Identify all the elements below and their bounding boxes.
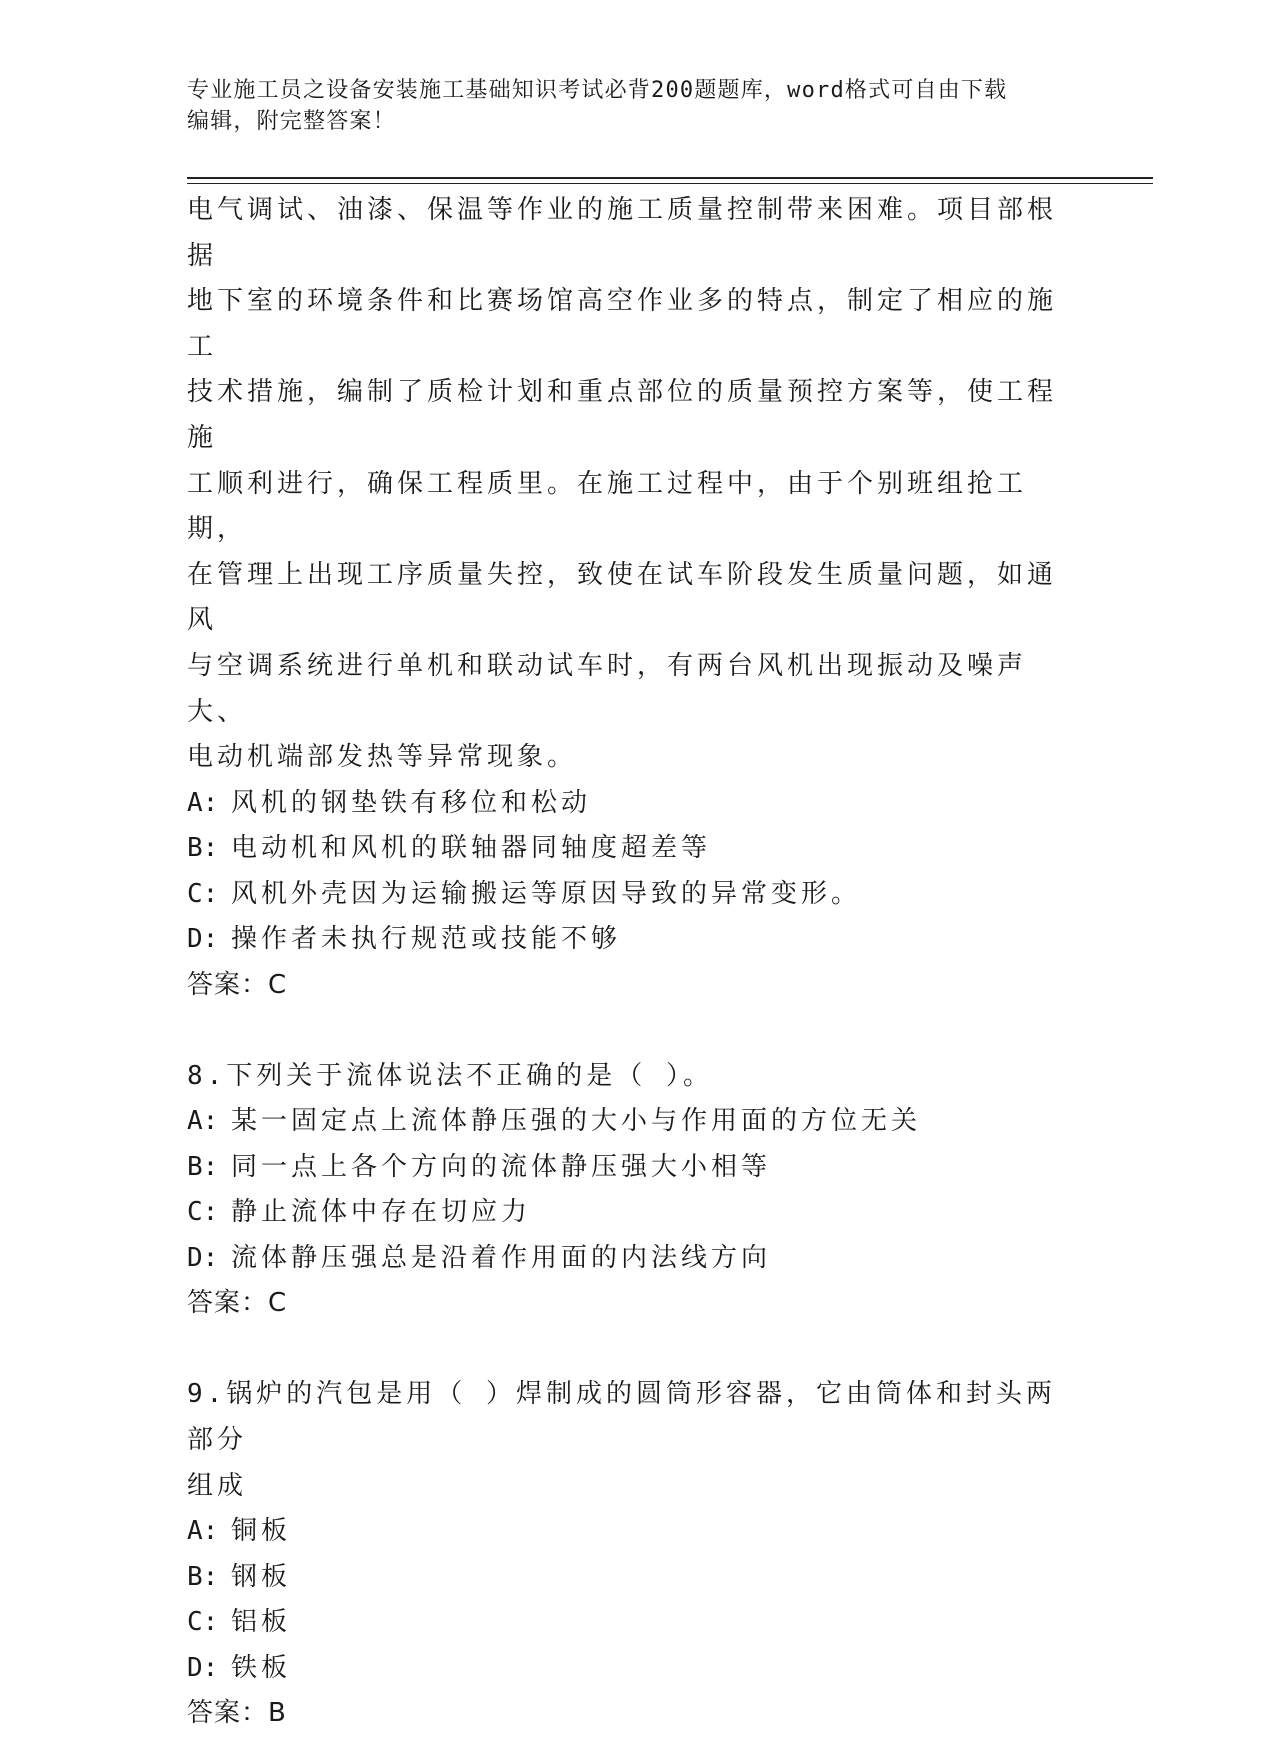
option-c (187, 872, 1067, 918)
option-b (187, 1555, 1067, 1601)
answer-line: 答案：B (187, 1698, 287, 1729)
option-c (187, 1600, 1067, 1646)
question-stem-line: 与空调系统进行单机和联动试车时，有两台风机出现振动及噪声大、 (187, 650, 1028, 727)
option-text: 某一固定点上流体静压强的大小与作用面的方位无关 (231, 1106, 922, 1137)
question-stem-line: 在管理上出现工序质量失控，致使在试车阶段发生质量问题，如通风 (187, 559, 1058, 636)
answer-line: 答案：C (187, 1288, 288, 1319)
option-key: D: (187, 1652, 219, 1683)
question-7 (187, 188, 1067, 1008)
option-a (187, 781, 1067, 827)
option-text: 钢板 (231, 1561, 292, 1592)
option-text: 电动机和风机的联轴器同轴度超差等 (231, 833, 712, 864)
option-a (187, 1099, 1067, 1145)
option-key: B: (187, 833, 219, 864)
question-9 (187, 1372, 1067, 1736)
option-text: 同一点上各个方向的流体静压强大小相等 (231, 1151, 772, 1182)
option-key: B: (187, 1561, 219, 1592)
question-stem-line: 8.下列关于流体说法不正确的是（ ）。 (187, 1060, 713, 1091)
question-stem-line: 组成 (187, 1470, 248, 1501)
option-c (187, 1190, 1067, 1236)
spacer (187, 1008, 1067, 1054)
header-divider (187, 177, 1153, 184)
option-key: A: (187, 1106, 219, 1137)
answer-line: 答案：C (187, 969, 288, 1000)
option-b (187, 1145, 1067, 1191)
question-stem-line: 电动机端部发热等异常现象。 (187, 742, 578, 773)
question-8 (187, 1054, 1067, 1327)
header-title-line-1: 专业施工员之设备安装施工基础知识考试必背200题题库，word格式可自由下载 (187, 78, 1008, 103)
option-key: D: (187, 924, 219, 955)
option-text: 风机外壳因为运输搬运等原因导致的异常变形。 (231, 878, 862, 909)
question-stem-line: 工顺利进行，确保工程质里。在施工过程中，由于个别班组抢工期， (187, 468, 1028, 545)
option-key: A: (187, 1516, 219, 1547)
option-d (187, 1236, 1067, 1282)
option-key: C: (187, 1197, 219, 1228)
spacer (187, 1327, 1067, 1373)
option-text: 风机的钢垫铁有移位和松动 (231, 787, 592, 818)
option-key: C: (187, 878, 219, 909)
question-stem-line: 9.锅炉的汽包是用（ ）焊制成的圆筒形容器，它由筒体和封头两部分 (187, 1379, 1056, 1455)
option-text: 静止流体中存在切应力 (231, 1197, 532, 1228)
header-title-line-2: 编辑，附完整答案！ (187, 109, 396, 134)
option-key: D: (187, 1242, 219, 1273)
question-stem-line: 地下室的环境条件和比赛场馆高空作业多的特点，制定了相应的施工 (187, 286, 1058, 362)
question-stem-line: 技术措施，编制了质检计划和重点部位的质量预控方案等，使工程施 (187, 377, 1058, 453)
option-text: 铝板 (231, 1607, 292, 1638)
option-key: A: (187, 787, 219, 818)
document-header (187, 75, 1067, 137)
option-key: B: (187, 1151, 219, 1182)
option-a (187, 1509, 1067, 1555)
option-text: 流体静压强总是沿着作用面的内法线方向 (231, 1242, 772, 1273)
option-text: 铁板 (231, 1652, 292, 1683)
option-d (187, 1646, 1067, 1692)
option-text: 操作者未执行规范或技能不够 (231, 924, 622, 955)
document-body (187, 188, 1067, 1737)
option-d (187, 917, 1067, 963)
question-stem-line: 电气调试、油漆、保温等作业的施工质量控制带来困难。项目部根据 (187, 195, 1058, 271)
option-key: C: (187, 1607, 219, 1638)
option-text: 铜板 (231, 1516, 292, 1547)
option-b (187, 826, 1067, 872)
